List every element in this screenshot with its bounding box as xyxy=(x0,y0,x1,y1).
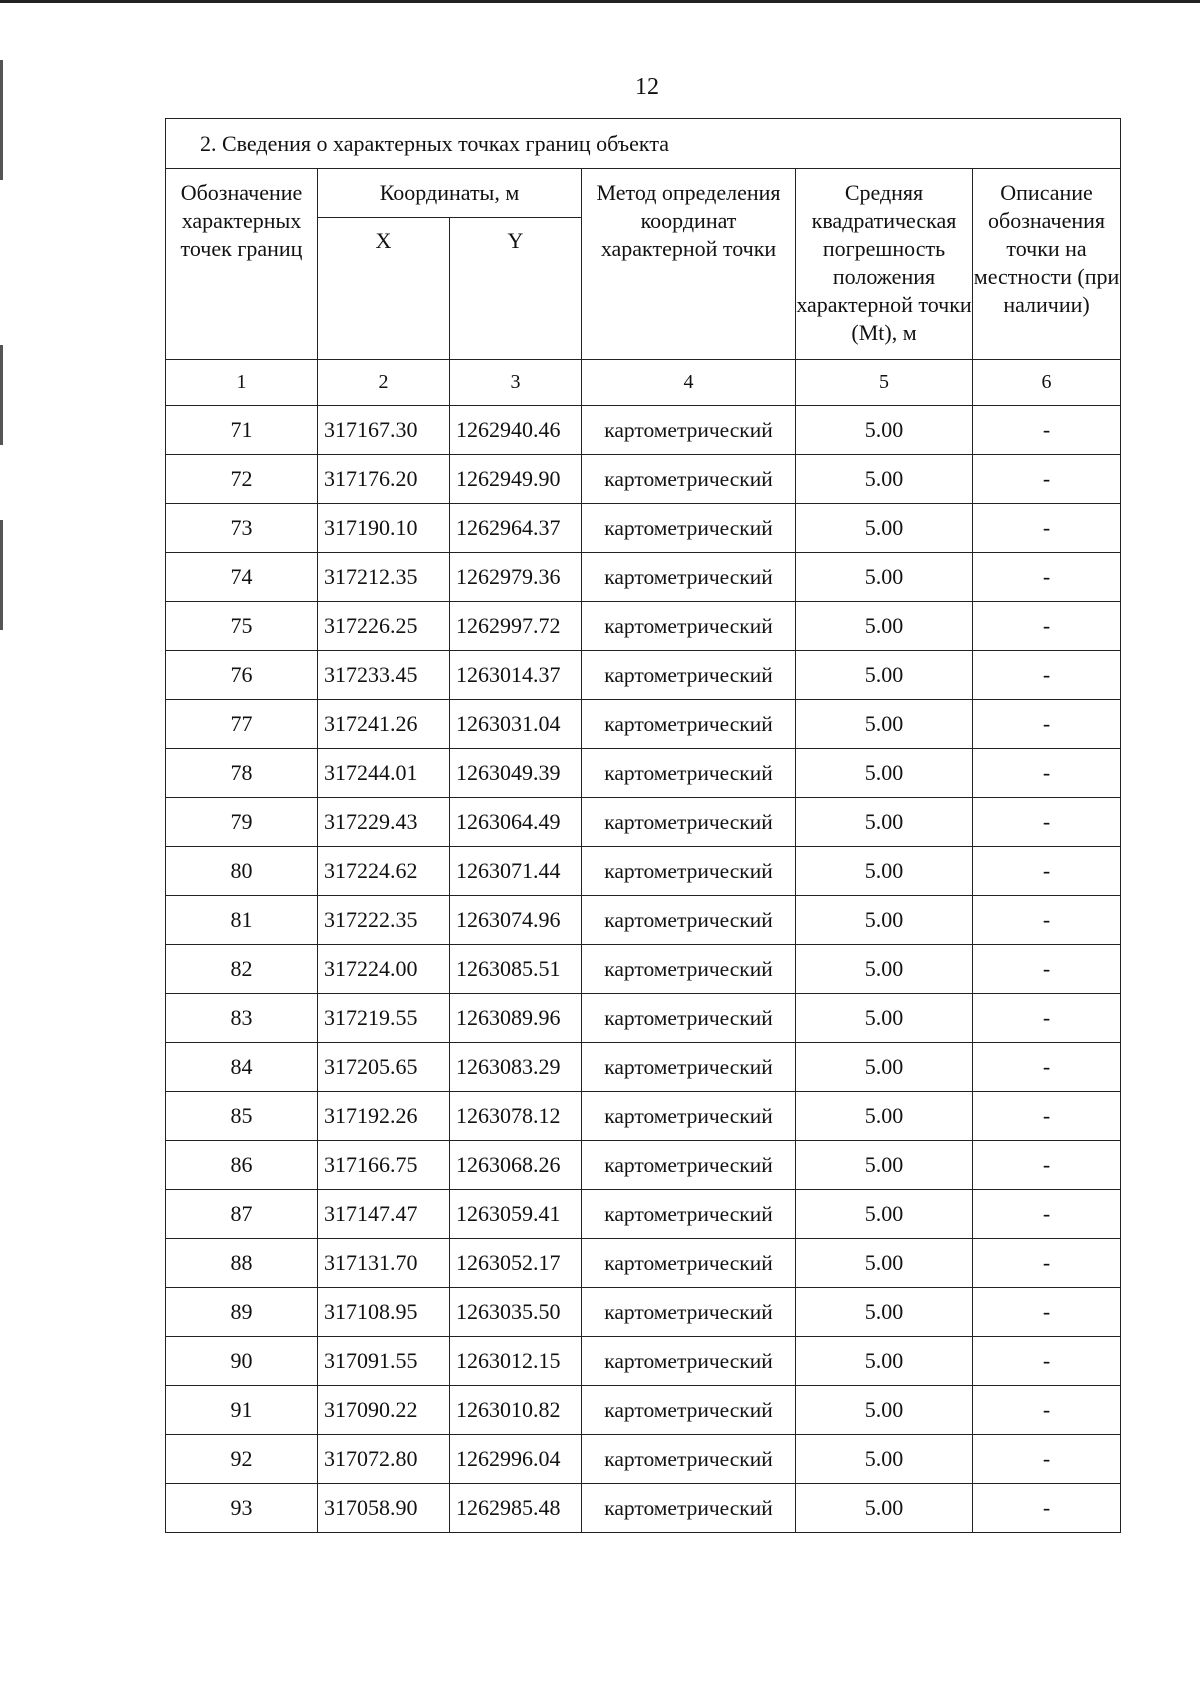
method-cell: картометрический xyxy=(582,896,796,945)
table-row xyxy=(166,455,1121,504)
accuracy-cell: 5.00 xyxy=(796,1386,973,1435)
description-cell: - xyxy=(973,1043,1121,1092)
coordinate-y-cell: 1263074.96 xyxy=(450,896,582,945)
point-number-cell: 82 xyxy=(166,945,318,994)
coordinate-y-cell: 1263064.49 xyxy=(450,798,582,847)
point-number-cell: 93 xyxy=(166,1484,318,1533)
header-y: Y xyxy=(450,218,582,360)
accuracy-cell: 5.00 xyxy=(796,455,973,504)
table-row xyxy=(166,553,1121,602)
description-cell: - xyxy=(973,847,1121,896)
method-cell: картометрический xyxy=(582,749,796,798)
accuracy-cell: 5.00 xyxy=(796,1092,973,1141)
accuracy-cell: 5.00 xyxy=(796,602,973,651)
coordinate-y-cell: 1263059.41 xyxy=(450,1190,582,1239)
table-row xyxy=(166,1386,1121,1435)
coordinate-x-cell: 317147.47 xyxy=(318,1190,450,1239)
accuracy-cell: 5.00 xyxy=(796,1043,973,1092)
description-cell: - xyxy=(973,1386,1121,1435)
description-cell: - xyxy=(973,651,1121,700)
method-cell: картометрический xyxy=(582,1484,796,1533)
description-cell: - xyxy=(973,994,1121,1043)
header-designation: Обозначение характерных точек границ xyxy=(166,169,318,360)
coordinate-y-cell: 1263052.17 xyxy=(450,1239,582,1288)
coordinate-y-cell: 1263012.15 xyxy=(450,1337,582,1386)
accuracy-cell: 5.00 xyxy=(796,896,973,945)
description-cell: - xyxy=(973,1141,1121,1190)
method-cell: картометрический xyxy=(582,1190,796,1239)
description-cell: - xyxy=(973,602,1121,651)
accuracy-cell: 5.00 xyxy=(796,798,973,847)
column-number: 3 xyxy=(450,360,582,406)
method-cell: картометрический xyxy=(582,1141,796,1190)
coordinate-y-cell: 1262996.04 xyxy=(450,1435,582,1484)
description-cell: - xyxy=(973,1190,1121,1239)
coordinate-y-cell: 1263014.37 xyxy=(450,651,582,700)
point-number-cell: 91 xyxy=(166,1386,318,1435)
accuracy-cell: 5.00 xyxy=(796,1484,973,1533)
coordinate-x-cell: 317222.35 xyxy=(318,896,450,945)
point-number-cell: 92 xyxy=(166,1435,318,1484)
accuracy-cell: 5.00 xyxy=(796,1190,973,1239)
accuracy-cell: 5.00 xyxy=(796,1337,973,1386)
coordinate-x-cell: 317233.45 xyxy=(318,651,450,700)
coordinate-y-cell: 1263068.26 xyxy=(450,1141,582,1190)
accuracy-cell: 5.00 xyxy=(796,1435,973,1484)
description-cell: - xyxy=(973,455,1121,504)
method-cell: картометрический xyxy=(582,994,796,1043)
table-row xyxy=(166,945,1121,994)
accuracy-cell: 5.00 xyxy=(796,504,973,553)
table-row xyxy=(166,1092,1121,1141)
table-row xyxy=(166,1288,1121,1337)
coordinate-x-cell: 317131.70 xyxy=(318,1239,450,1288)
coordinate-y-cell: 1262985.48 xyxy=(450,1484,582,1533)
header-accuracy: Средняя квадратическая погрешность положения характерной точки (Mt), м xyxy=(796,169,973,360)
description-cell: - xyxy=(973,749,1121,798)
accuracy-cell: 5.00 xyxy=(796,553,973,602)
description-cell: - xyxy=(973,406,1121,455)
coordinate-y-cell: 1262979.36 xyxy=(450,553,582,602)
point-number-cell: 79 xyxy=(166,798,318,847)
method-cell: картометрический xyxy=(582,1386,796,1435)
coordinate-x-cell: 317091.55 xyxy=(318,1337,450,1386)
coordinate-y-cell: 1263089.96 xyxy=(450,994,582,1043)
header-method: Метод определения координат характерной точки xyxy=(582,169,796,360)
point-number-cell: 88 xyxy=(166,1239,318,1288)
coordinate-y-cell: 1263049.39 xyxy=(450,749,582,798)
column-number: 5 xyxy=(796,360,973,406)
point-number-cell: 90 xyxy=(166,1337,318,1386)
description-cell: - xyxy=(973,1288,1121,1337)
header-coordinates: Координаты, м xyxy=(318,169,582,218)
table-row xyxy=(166,1190,1121,1239)
coordinate-x-cell: 317192.26 xyxy=(318,1092,450,1141)
point-number-cell: 87 xyxy=(166,1190,318,1239)
method-cell: картометрический xyxy=(582,553,796,602)
accuracy-cell: 5.00 xyxy=(796,1141,973,1190)
coordinate-x-cell: 317241.26 xyxy=(318,700,450,749)
coordinate-x-cell: 317224.00 xyxy=(318,945,450,994)
accuracy-cell: 5.00 xyxy=(796,749,973,798)
description-cell: - xyxy=(973,1092,1121,1141)
coordinate-x-cell: 317090.22 xyxy=(318,1386,450,1435)
description-cell: - xyxy=(973,896,1121,945)
accuracy-cell: 5.00 xyxy=(796,847,973,896)
description-cell: - xyxy=(973,1239,1121,1288)
coordinate-x-cell: 317244.01 xyxy=(318,749,450,798)
accuracy-cell: 5.00 xyxy=(796,945,973,994)
page-number: 12 xyxy=(635,74,659,100)
description-cell: - xyxy=(973,1484,1121,1533)
point-number-cell: 77 xyxy=(166,700,318,749)
point-number-cell: 76 xyxy=(166,651,318,700)
coordinate-x-cell: 317058.90 xyxy=(318,1484,450,1533)
table-row xyxy=(166,602,1121,651)
method-cell: картометрический xyxy=(582,1092,796,1141)
point-number-cell: 84 xyxy=(166,1043,318,1092)
coordinate-x-cell: 317072.80 xyxy=(318,1435,450,1484)
coordinate-x-cell: 317219.55 xyxy=(318,994,450,1043)
point-number-cell: 71 xyxy=(166,406,318,455)
accuracy-cell: 5.00 xyxy=(796,406,973,455)
point-number-cell: 85 xyxy=(166,1092,318,1141)
accuracy-cell: 5.00 xyxy=(796,651,973,700)
coordinate-y-cell: 1262949.90 xyxy=(450,455,582,504)
coordinate-x-cell: 317167.30 xyxy=(318,406,450,455)
method-cell: картометрический xyxy=(582,1239,796,1288)
coordinate-y-cell: 1263010.82 xyxy=(450,1386,582,1435)
column-number: 2 xyxy=(318,360,450,406)
method-cell: картометрический xyxy=(582,455,796,504)
method-cell: картометрический xyxy=(582,651,796,700)
method-cell: картометрический xyxy=(582,847,796,896)
method-cell: картометрический xyxy=(582,1435,796,1484)
point-number-cell: 78 xyxy=(166,749,318,798)
accuracy-cell: 5.00 xyxy=(796,1239,973,1288)
point-number-cell: 86 xyxy=(166,1141,318,1190)
method-cell: картометрический xyxy=(582,1337,796,1386)
point-number-cell: 74 xyxy=(166,553,318,602)
description-cell: - xyxy=(973,1435,1121,1484)
table-row xyxy=(166,1484,1121,1533)
column-number: 4 xyxy=(582,360,796,406)
table-row xyxy=(166,994,1121,1043)
description-cell: - xyxy=(973,553,1121,602)
coordinate-y-cell: 1263085.51 xyxy=(450,945,582,994)
coordinate-x-cell: 317176.20 xyxy=(318,455,450,504)
coordinate-x-cell: 317205.65 xyxy=(318,1043,450,1092)
coordinate-y-cell: 1263031.04 xyxy=(450,700,582,749)
coordinate-x-cell: 317226.25 xyxy=(318,602,450,651)
table-body xyxy=(166,406,1121,1533)
table-row xyxy=(166,798,1121,847)
table-row xyxy=(166,1239,1121,1288)
header-x: X xyxy=(318,218,450,360)
column-numbers-row xyxy=(166,360,1121,406)
coordinate-y-cell: 1263078.12 xyxy=(450,1092,582,1141)
coordinate-y-cell: 1262964.37 xyxy=(450,504,582,553)
point-number-cell: 72 xyxy=(166,455,318,504)
coordinate-x-cell: 317108.95 xyxy=(318,1288,450,1337)
table-row xyxy=(166,1141,1121,1190)
table-row xyxy=(166,749,1121,798)
table-row xyxy=(166,1043,1121,1092)
column-number: 1 xyxy=(166,360,318,406)
table-row xyxy=(166,896,1121,945)
coordinate-x-cell: 317212.35 xyxy=(318,553,450,602)
method-cell: картометрический xyxy=(582,406,796,455)
table-row xyxy=(166,504,1121,553)
scan-edge-mark xyxy=(0,345,3,445)
description-cell: - xyxy=(973,798,1121,847)
method-cell: картометрический xyxy=(582,700,796,749)
description-cell: - xyxy=(973,945,1121,994)
method-cell: картометрический xyxy=(582,945,796,994)
coordinate-y-cell: 1263035.50 xyxy=(450,1288,582,1337)
point-number-cell: 89 xyxy=(166,1288,318,1337)
coordinate-y-cell: 1263083.29 xyxy=(450,1043,582,1092)
point-number-cell: 73 xyxy=(166,504,318,553)
coordinate-x-cell: 317224.62 xyxy=(318,847,450,896)
coordinate-x-cell: 317190.10 xyxy=(318,504,450,553)
header-description: Описание обозначения точки на местности (при наличии) xyxy=(973,169,1121,360)
scan-edge-mark xyxy=(0,520,3,630)
accuracy-cell: 5.00 xyxy=(796,994,973,1043)
table-row xyxy=(166,651,1121,700)
boundary-points-table xyxy=(165,118,1121,1533)
method-cell: картометрический xyxy=(582,1043,796,1092)
point-number-cell: 75 xyxy=(166,602,318,651)
point-number-cell: 81 xyxy=(166,896,318,945)
description-cell: - xyxy=(973,504,1121,553)
table-row xyxy=(166,406,1121,455)
point-number-cell: 83 xyxy=(166,994,318,1043)
method-cell: картометрический xyxy=(582,1288,796,1337)
table-row xyxy=(166,1337,1121,1386)
description-cell: - xyxy=(973,700,1121,749)
coordinate-x-cell: 317229.43 xyxy=(318,798,450,847)
coordinate-y-cell: 1262997.72 xyxy=(450,602,582,651)
coordinate-y-cell: 1263071.44 xyxy=(450,847,582,896)
method-cell: картометрический xyxy=(582,504,796,553)
accuracy-cell: 5.00 xyxy=(796,700,973,749)
description-cell: - xyxy=(973,1337,1121,1386)
table-row xyxy=(166,1435,1121,1484)
coordinate-x-cell: 317166.75 xyxy=(318,1141,450,1190)
table-row xyxy=(166,700,1121,749)
accuracy-cell: 5.00 xyxy=(796,1288,973,1337)
method-cell: картометрический xyxy=(582,602,796,651)
column-number: 6 xyxy=(973,360,1121,406)
section-title: 2. Сведения о характерных точках границ объекта xyxy=(166,119,1121,169)
point-number-cell: 80 xyxy=(166,847,318,896)
method-cell: картометрический xyxy=(582,798,796,847)
table-row xyxy=(166,847,1121,896)
coordinate-y-cell: 1262940.46 xyxy=(450,406,582,455)
page-top-border xyxy=(0,0,1200,3)
